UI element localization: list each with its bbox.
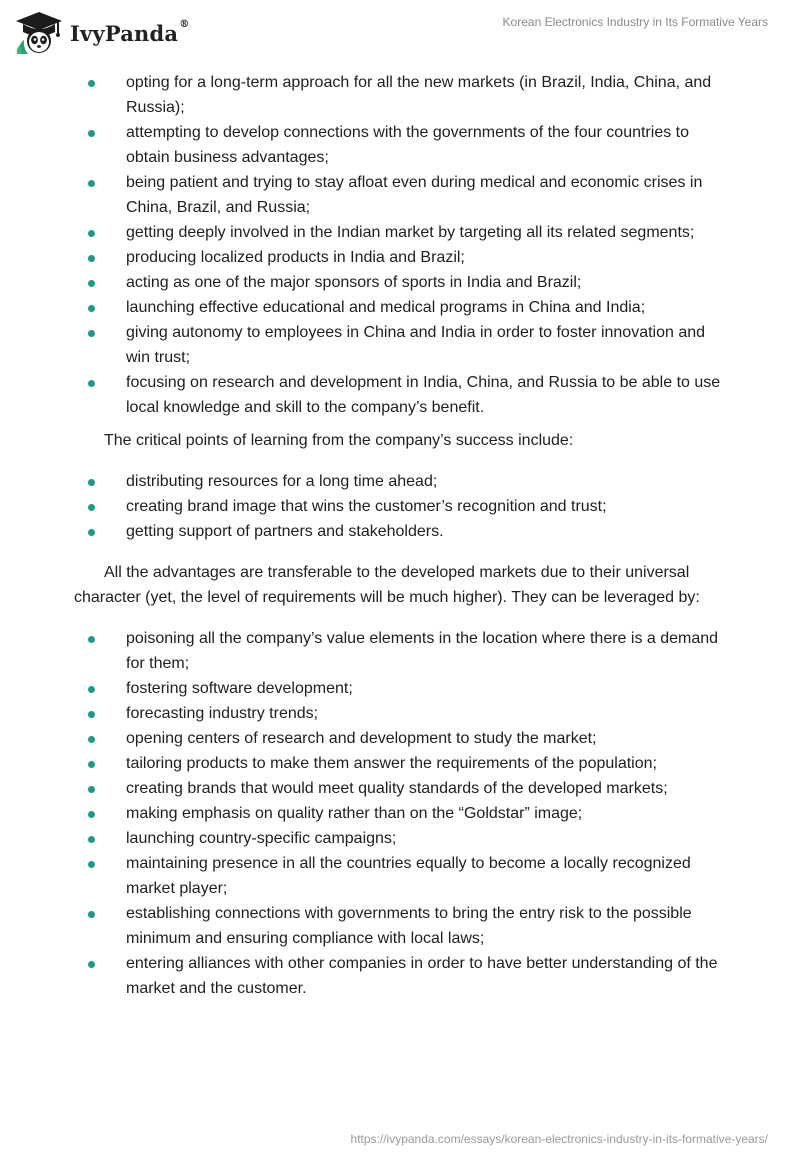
bullet-icon [88, 811, 95, 818]
bullet-icon [88, 836, 95, 843]
list-item-text: producing localized products in India and Brazil; [126, 249, 465, 266]
bullet-list-3 [0, 626, 800, 1001]
bullet-list-1 [0, 70, 800, 420]
bullet-icon [88, 330, 95, 337]
list-item-text: launching effective educational and medical programs in China and India; [126, 299, 646, 316]
bullet-list-2 [0, 469, 800, 544]
bullet-icon [88, 180, 95, 187]
list-item [0, 270, 800, 295]
bullet-icon [88, 230, 95, 237]
logo-name: IvyPanda [70, 20, 179, 46]
list-item [0, 295, 800, 320]
logo-text [70, 18, 190, 46]
list-item [0, 494, 800, 519]
list-item-text: creating brand image that wins the customer’s recognition and trust; [126, 498, 607, 515]
registered-mark: ® [179, 18, 190, 30]
list-item [0, 751, 800, 776]
list-item-text: maintaining presence in all the countries equally to become a locally recognized market player; [126, 855, 691, 897]
list-item-text: entering alliances with other companies in order to have better understanding of the market and the customer. [126, 955, 718, 997]
bullet-icon [88, 786, 95, 793]
list-item [0, 70, 800, 120]
list-item [0, 220, 800, 245]
list-item [0, 676, 800, 701]
bullet-icon [88, 255, 95, 262]
list-item [0, 826, 800, 851]
list-item-text: opening centers of research and development to study the market; [126, 730, 597, 747]
bullet-icon [88, 711, 95, 718]
list-item-text: distributing resources for a long time ahead; [126, 473, 438, 490]
list-item-text: fostering software development; [126, 680, 353, 697]
bullet-icon [88, 280, 95, 287]
list-item-text: attempting to develop connections with the governments of the four countries to obtain business advantages; [126, 124, 689, 166]
bullet-icon [88, 80, 95, 87]
document-title: Korean Electronics Industry in Its Formative Years [502, 15, 768, 29]
list-item [0, 726, 800, 751]
list-item [0, 245, 800, 270]
list-item [0, 120, 800, 170]
bullet-icon [88, 761, 95, 768]
list-item-text: creating brands that would meet quality standards of the developed markets; [126, 780, 668, 797]
list-item [0, 801, 800, 826]
panda-graduate-icon [14, 10, 64, 56]
list-item-text: poisoning all the company’s value elements in the location where there is a demand for them; [126, 630, 719, 672]
bullet-icon [88, 961, 95, 968]
bullet-icon [88, 305, 95, 312]
list-item-text: being patient and trying to stay afloat even during medical and economic crises in China, Brazil, and Russia; [126, 174, 703, 216]
bullet-icon [88, 504, 95, 511]
list-item-text: tailoring products to make them answer the requirements of the population; [126, 755, 657, 772]
list-item [0, 626, 800, 676]
bullet-icon [88, 636, 95, 643]
paragraph-learning-points: The critical points of learning from the company’s success include: [104, 432, 574, 449]
ivypanda-logo[interactable] [14, 10, 189, 56]
bullet-icon [88, 686, 95, 693]
list-item [0, 776, 800, 801]
list-item-text: acting as one of the major sponsors of sports in India and Brazil; [126, 274, 582, 291]
list-item-text: opting for a long-term approach for all the new markets (in Brazil, India, China, and Russia); [126, 74, 712, 116]
list-item [0, 469, 800, 494]
list-item [0, 951, 800, 1001]
list-item-text: focusing on research and development in India, China, and Russia to be able to use local knowledge and skill to the company’s benefit. [126, 374, 721, 416]
bullet-icon [88, 911, 95, 918]
bullet-icon [88, 479, 95, 486]
bullet-icon [88, 861, 95, 868]
list-item [0, 170, 800, 220]
list-item-text: giving autonomy to employees in China and India in order to foster innovation and win trust; [126, 324, 706, 366]
list-item [0, 701, 800, 726]
bullet-icon [88, 380, 95, 387]
list-item [0, 320, 800, 370]
list-item-text: getting deeply involved in the Indian market by targeting all its related segments; [126, 224, 695, 241]
list-item [0, 851, 800, 901]
list-item-text: making emphasis on quality rather than on the “Goldstar” image; [126, 805, 583, 822]
list-item [0, 519, 800, 544]
list-item-text: forecasting industry trends; [126, 705, 319, 722]
list-item-text: getting support of partners and stakeholders. [126, 523, 444, 540]
document-body [0, 70, 800, 1001]
bullet-icon [88, 736, 95, 743]
list-item-text: establishing connections with governments to bring the entry risk to the possible minimum and ensuring compliance with local laws; [126, 905, 692, 947]
list-item [0, 901, 800, 951]
source-url[interactable]: https://ivypanda.com/essays/korean-electronics-industry-in-its-formative-years/ [350, 1132, 768, 1146]
list-item-text: launching country-specific campaigns; [126, 830, 397, 847]
bullet-icon [88, 130, 95, 137]
page-header [0, 0, 800, 70]
bullet-icon [88, 529, 95, 536]
list-item [0, 370, 800, 420]
paragraph-transferable-advantages: All the advantages are transferable to the developed markets due to their universal character (yet, the level of requirements will be much higher). They can be leveraged by: [74, 564, 700, 606]
